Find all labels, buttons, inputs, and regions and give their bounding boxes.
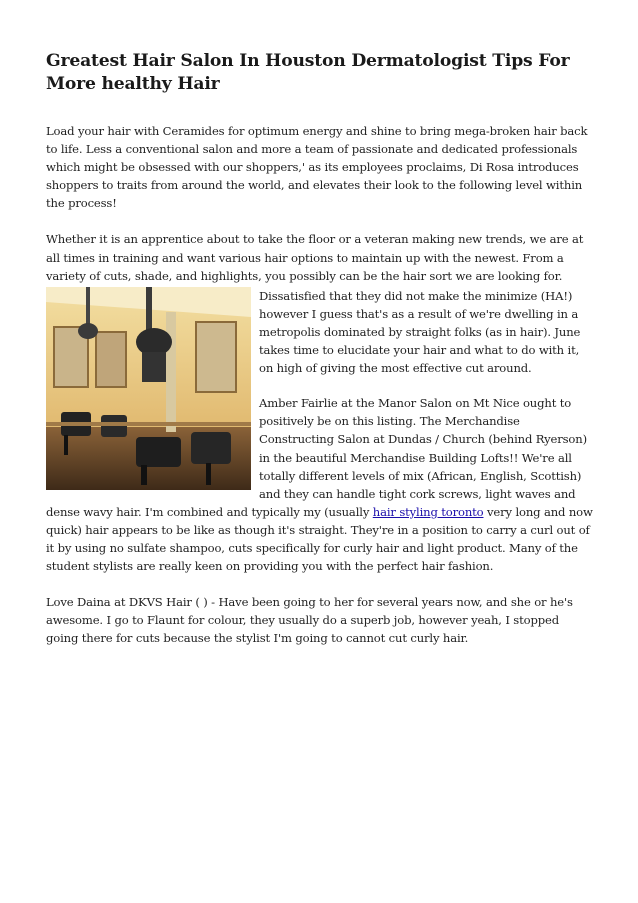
salons-text-before: Amber Fairlie at the Manor Salon on Mt Nice ought to positively be on this listing. The Merchandise Constructing Salon at Dundas / Church (behind Ryerson) in the beautiful Merchandise Building Lofts!! We're all totally different levels of mix (African, English, Scottish) and they can handle tight cork screws, light waves and dense wavy hair. I'm combined and typically my (usually bbox=[46, 396, 587, 519]
paragraph-intro: Load your hair with Ceramides for optimum energy and shine to bring mega-broken hair back to life. Less a conventional salon and more a team of passionate and dedicated professionals which might be obsessed with our shoppers,' as its employees proclaims, Di Rosa introduces shoppers to traits from around the world, and elevates their look to the following level within the process! bbox=[46, 124, 588, 211]
salon-photo bbox=[46, 287, 251, 490]
paragraph-training: Whether it is an apprentice about to take the floor or a veteran making new trends, we are at all times in training and want various hair options to maintain up with the newest. From a variety of cuts, shade, and highlights, you possibly can be the hair sort we are looking for. bbox=[46, 232, 584, 283]
hair-styling-toronto-link[interactable]: hair styling toronto bbox=[372, 504, 484, 519]
paragraph-dissatisfied: Dissatisfied that they did not make the minimize (HA!) however I guess that's as a result of we're dwelling in a metropolis dominated by straight folks (as in hair). June takes time to elucidate your hair and what to do with it, on high of giving the most effective cut around. bbox=[259, 288, 581, 376]
page-title: Greatest Hair Salon In Houston Dermatologist Tips For More healthy Hair bbox=[46, 51, 570, 94]
salons-text-after: very long and now quick) hair appears to be like as though it's straight. They're in a position to carry a curl out of it by using no sulfate shampoo, cuts specifically for curly hair and light product. Many of the student stylists are really keen on providing you with the perfect hair fashion. bbox=[46, 504, 593, 574]
paragraph-daina: Love Daina at DKVS Hair ( ) - Have been going to her for several years now, and she or he's awesome. I go to Flaunt for colour, they usually do a superb job, however yeah, I stopped going there for cuts because the stylist I'm going to cannot cut curly hair. bbox=[46, 595, 573, 646]
salon-interior-image bbox=[46, 287, 251, 490]
